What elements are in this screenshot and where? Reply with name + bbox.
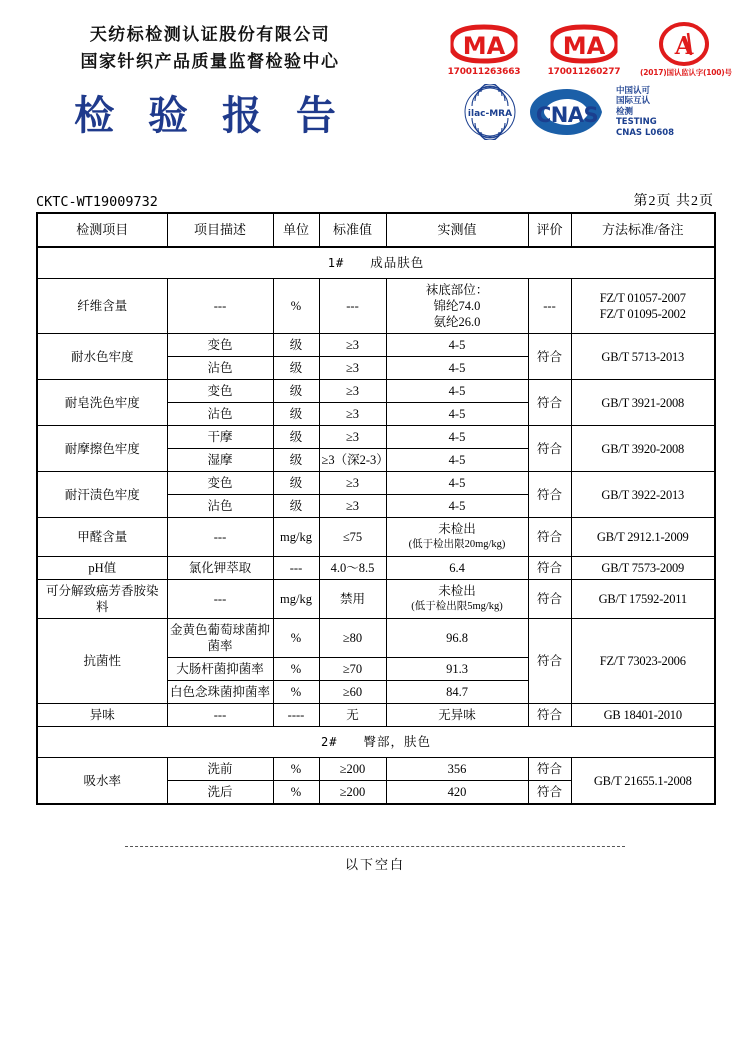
section-1-name: 成品肤色 xyxy=(370,256,425,270)
cell-item-ph: pH值 xyxy=(37,557,167,580)
cell-unit-persp-b: 级 xyxy=(273,495,319,518)
cell-method-anti: FZ/T 73023-2006 xyxy=(571,619,715,704)
cell-measured-soap-b: 4-5 xyxy=(386,403,528,426)
cert-row-top xyxy=(440,22,736,78)
cell-method-ph: GB/T 7573-2009 xyxy=(571,557,715,580)
cell-standard-persp-a: ≥3 xyxy=(319,472,386,495)
cell-standard-soap-b: ≥3 xyxy=(319,403,386,426)
org-line-2: 国家针织产品质量监督检验中心 xyxy=(80,52,340,72)
column-header-verdict: 评价 xyxy=(528,213,571,247)
cell-item-formaldehyde: 甲醛含量 xyxy=(37,518,167,557)
cell-standard-azo: 禁用 xyxy=(319,580,386,619)
table-row xyxy=(37,557,715,580)
table-row xyxy=(37,334,715,357)
measured-line-2: (低于检出限5mg/kg) xyxy=(411,601,503,612)
cell-item-soaping-fastness: 耐皂洗色牢度 xyxy=(37,380,167,426)
cell-unit-rub-b: 级 xyxy=(273,449,319,472)
cell-measured-anti-b: 91.3 xyxy=(386,658,528,681)
table-row xyxy=(37,580,715,619)
page-info: 第2页 共2页 xyxy=(633,194,714,209)
cell-standard-odor: 无 xyxy=(319,704,386,727)
section-1-number: 1# xyxy=(327,256,345,270)
cell-measured-abs-a: 356 xyxy=(386,758,528,781)
cell-method-odor: GB 18401-2010 xyxy=(571,704,715,727)
cell-standard-ph: 4.0～8.5 xyxy=(319,557,386,580)
cell-desc-rub-a: 干摩 xyxy=(167,426,273,449)
cal-icon xyxy=(640,22,728,66)
cell-measured-persp-b: 4-5 xyxy=(386,495,528,518)
ma-icon xyxy=(540,22,628,66)
cell-method-azo: GB/T 17592-2011 xyxy=(571,580,715,619)
inspection-results-table xyxy=(36,212,716,805)
cell-unit-anti-b: % xyxy=(273,658,319,681)
cell-measured-persp-a: 4-5 xyxy=(386,472,528,495)
cell-unit-soap-a: 级 xyxy=(273,380,319,403)
svg-text:MA: MA xyxy=(562,32,606,60)
page-footer xyxy=(36,846,714,873)
cell-measured-anti-a: 96.8 xyxy=(386,619,528,658)
cell-method-soap: GB/T 3921-2008 xyxy=(571,380,715,426)
cell-measured-fiber xyxy=(386,279,528,334)
cell-verdict-azo: 符合 xyxy=(528,580,571,619)
ma-1-number: 170011263663 xyxy=(447,67,521,77)
cell-verdict-formaldehyde: 符合 xyxy=(528,518,571,557)
cell-measured-water-b: 4-5 xyxy=(386,357,528,380)
table-row xyxy=(37,518,715,557)
cell-desc-anti-a: 金黄色葡萄球菌抑菌率 xyxy=(167,619,273,658)
ma-icon xyxy=(440,22,528,66)
table-row xyxy=(37,472,715,495)
cell-desc-azo: --- xyxy=(167,580,273,619)
cell-standard-anti-c: ≥60 xyxy=(319,681,386,704)
section-2-name: 臀部，肤色 xyxy=(363,735,431,749)
cell-measured-azo xyxy=(386,580,528,619)
table-row xyxy=(37,619,715,658)
cell-verdict-ph: 符合 xyxy=(528,557,571,580)
cell-desc-persp-b: 沾色 xyxy=(167,495,273,518)
measured-line-3: 氨纶26.0 xyxy=(433,315,481,329)
column-header-unit: 单位 xyxy=(273,213,319,247)
cell-unit-soap-b: 级 xyxy=(273,403,319,426)
method-line-2: FZ/T 01095-2002 xyxy=(599,307,686,321)
blank-below-note: 以下空白 xyxy=(344,857,405,872)
cell-item-absorption: 吸水率 xyxy=(37,758,167,805)
cell-unit-rub-a: 级 xyxy=(273,426,319,449)
cert-ma-1 xyxy=(440,22,528,77)
cell-desc-abs-b: 洗后 xyxy=(167,781,273,805)
cnas-line-3: 检测 xyxy=(616,106,634,117)
cell-desc-abs-a: 洗前 xyxy=(167,758,273,781)
cell-desc-fiber: --- xyxy=(167,279,273,334)
cert-ma-2 xyxy=(540,22,628,77)
cell-unit-abs-b: % xyxy=(273,781,319,805)
cell-item-perspiration-fastness: 耐汗渍色牢度 xyxy=(37,472,167,518)
cell-standard-rub-b: ≥3（深2-3） xyxy=(319,449,386,472)
cell-measured-formaldehyde xyxy=(386,518,528,557)
cnas-caption xyxy=(616,86,674,139)
column-header-measured: 实测值 xyxy=(386,213,528,247)
table-row xyxy=(37,704,715,727)
cell-desc-ph: 氯化钾萃取 xyxy=(167,557,273,580)
cell-unit-formaldehyde: mg/kg xyxy=(273,518,319,557)
cell-verdict-persp: 符合 xyxy=(528,472,571,518)
cell-item-azo: 可分解致癌芳香胺染料 xyxy=(37,580,167,619)
table-header-row xyxy=(37,213,715,247)
measured-line-1: 袜底部位： xyxy=(425,283,489,297)
page-title: 检 验 报 告 xyxy=(74,92,346,139)
cell-verdict-fiber: --- xyxy=(528,279,571,334)
measured-line-1: 未检出 xyxy=(438,584,476,598)
column-header-standard: 标准值 xyxy=(319,213,386,247)
cell-standard-persp-b: ≥3 xyxy=(319,495,386,518)
section-1-label xyxy=(37,247,715,279)
cell-unit-odor: ---- xyxy=(273,704,319,727)
cell-method-absorption: GB/T 21655.1-2008 xyxy=(571,758,715,805)
ilac-mra-icon xyxy=(462,84,518,140)
cell-unit-azo: mg/kg xyxy=(273,580,319,619)
cell-desc-anti-c: 白色念珠菌抑菌率 xyxy=(167,681,273,704)
measured-line-1: 未检出 xyxy=(438,522,476,536)
certification-marks xyxy=(440,22,736,140)
cell-unit-fiber: % xyxy=(273,279,319,334)
cell-method-formaldehyde: GB/T 2912.1-2009 xyxy=(571,518,715,557)
cell-standard-fiber: --- xyxy=(319,279,386,334)
cell-desc-water-a: 变色 xyxy=(167,334,273,357)
measured-line-2: 锦纶74.0 xyxy=(433,299,481,313)
cell-desc-soap-b: 沾色 xyxy=(167,403,273,426)
cell-desc-soap-a: 变色 xyxy=(167,380,273,403)
cell-measured-odor: 无异味 xyxy=(386,704,528,727)
table-row xyxy=(37,279,715,334)
cell-unit-anti-a: % xyxy=(273,619,319,658)
cell-desc-formaldehyde: --- xyxy=(167,518,273,557)
page-header xyxy=(0,0,750,178)
cert-cal xyxy=(640,22,732,78)
cell-method-persp: GB/T 3922-2013 xyxy=(571,472,715,518)
cell-item-fiber: 纤维含量 xyxy=(37,279,167,334)
cell-verdict-water: 符合 xyxy=(528,334,571,380)
section-2-label xyxy=(37,727,715,758)
cell-desc-odor: --- xyxy=(167,704,273,727)
cell-method-fiber xyxy=(571,279,715,334)
cell-desc-rub-b: 湿摩 xyxy=(167,449,273,472)
cnas-line-2: 国际互认 xyxy=(616,96,651,107)
cell-unit-abs-a: % xyxy=(273,758,319,781)
table-row xyxy=(37,380,715,403)
cell-method-water: GB/T 5713-2013 xyxy=(571,334,715,380)
org-line-1: 天纺标检测认证股份有限公司 xyxy=(89,25,331,45)
cell-desc-anti-b: 大肠杆菌抑菌率 xyxy=(167,658,273,681)
cell-standard-soap-a: ≥3 xyxy=(319,380,386,403)
cell-standard-anti-b: ≥70 xyxy=(319,658,386,681)
cell-unit-anti-c: % xyxy=(273,681,319,704)
column-header-method: 方法标准/备注 xyxy=(571,213,715,247)
cnas-line-4: TESTING xyxy=(616,117,657,128)
cell-standard-formaldehyde: ≤75 xyxy=(319,518,386,557)
cnas-logo-icon xyxy=(524,86,610,138)
results-table-wrapper xyxy=(36,212,714,805)
section-header-row-2 xyxy=(37,727,715,758)
organization-name xyxy=(55,22,365,76)
table-row xyxy=(37,426,715,449)
cell-verdict-odor: 符合 xyxy=(528,704,571,727)
ma-2-number: 170011260277 xyxy=(547,67,621,77)
section-header-row-1 xyxy=(37,247,715,279)
report-number: CKTC-WT19009732 xyxy=(36,194,158,210)
svg-text:A: A xyxy=(674,31,694,60)
svg-text:ilac-MRA: ilac-MRA xyxy=(467,109,513,119)
cell-method-rub: GB/T 3920-2008 xyxy=(571,426,715,472)
cal-number: (2017)国认监认字(100)号 xyxy=(640,68,732,77)
cell-item-odor: 异味 xyxy=(37,704,167,727)
section-2-number: 2# xyxy=(321,735,338,749)
cell-standard-rub-a: ≥3 xyxy=(319,426,386,449)
cell-standard-water-a: ≥3 xyxy=(319,334,386,357)
cell-measured-abs-b: 420 xyxy=(386,781,528,805)
cell-standard-water-b: ≥3 xyxy=(319,357,386,380)
cnas-line-1: 中国认可 xyxy=(616,85,651,96)
method-line-1: FZ/T 01057-2007 xyxy=(599,291,686,305)
cell-verdict-rub: 符合 xyxy=(528,426,571,472)
column-header-description: 项目描述 xyxy=(167,213,273,247)
cell-unit-ph: --- xyxy=(273,557,319,580)
cell-measured-rub-a: 4-5 xyxy=(386,426,528,449)
cell-measured-soap-a: 4-5 xyxy=(386,380,528,403)
footer-divider xyxy=(125,846,625,847)
cell-verdict-soap: 符合 xyxy=(528,380,571,426)
measured-line-2: (低于检出限20mg/kg) xyxy=(408,539,506,550)
cnas-line-5: CNAS L0608 xyxy=(616,127,675,138)
report-id-line xyxy=(36,190,714,210)
cell-unit-persp-a: 级 xyxy=(273,472,319,495)
cell-verdict-abs-b: 符合 xyxy=(528,781,571,805)
column-header-item: 检测项目 xyxy=(37,213,167,247)
cell-standard-abs-a: ≥200 xyxy=(319,758,386,781)
cell-item-antibacterial: 抗菌性 xyxy=(37,619,167,704)
cell-verdict-anti: 符合 xyxy=(528,619,571,704)
cell-standard-anti-a: ≥80 xyxy=(319,619,386,658)
cell-desc-persp-a: 变色 xyxy=(167,472,273,495)
table-row xyxy=(37,758,715,781)
cell-measured-anti-c: 84.7 xyxy=(386,681,528,704)
cell-item-rubbing-fastness: 耐摩擦色牢度 xyxy=(37,426,167,472)
cert-row-bottom xyxy=(440,84,736,140)
svg-text:CNAS: CNAS xyxy=(535,103,599,127)
cell-measured-ph: 6.4 xyxy=(386,557,528,580)
cell-measured-water-a: 4-5 xyxy=(386,334,528,357)
cell-verdict-abs-a: 符合 xyxy=(528,758,571,781)
cell-item-water-fastness: 耐水色牢度 xyxy=(37,334,167,380)
svg-text:MA: MA xyxy=(462,32,506,60)
cell-standard-abs-b: ≥200 xyxy=(319,781,386,805)
cell-desc-water-b: 沾色 xyxy=(167,357,273,380)
cell-measured-rub-b: 4-5 xyxy=(386,449,528,472)
cell-unit-water-a: 级 xyxy=(273,334,319,357)
cell-unit-water-b: 级 xyxy=(273,357,319,380)
